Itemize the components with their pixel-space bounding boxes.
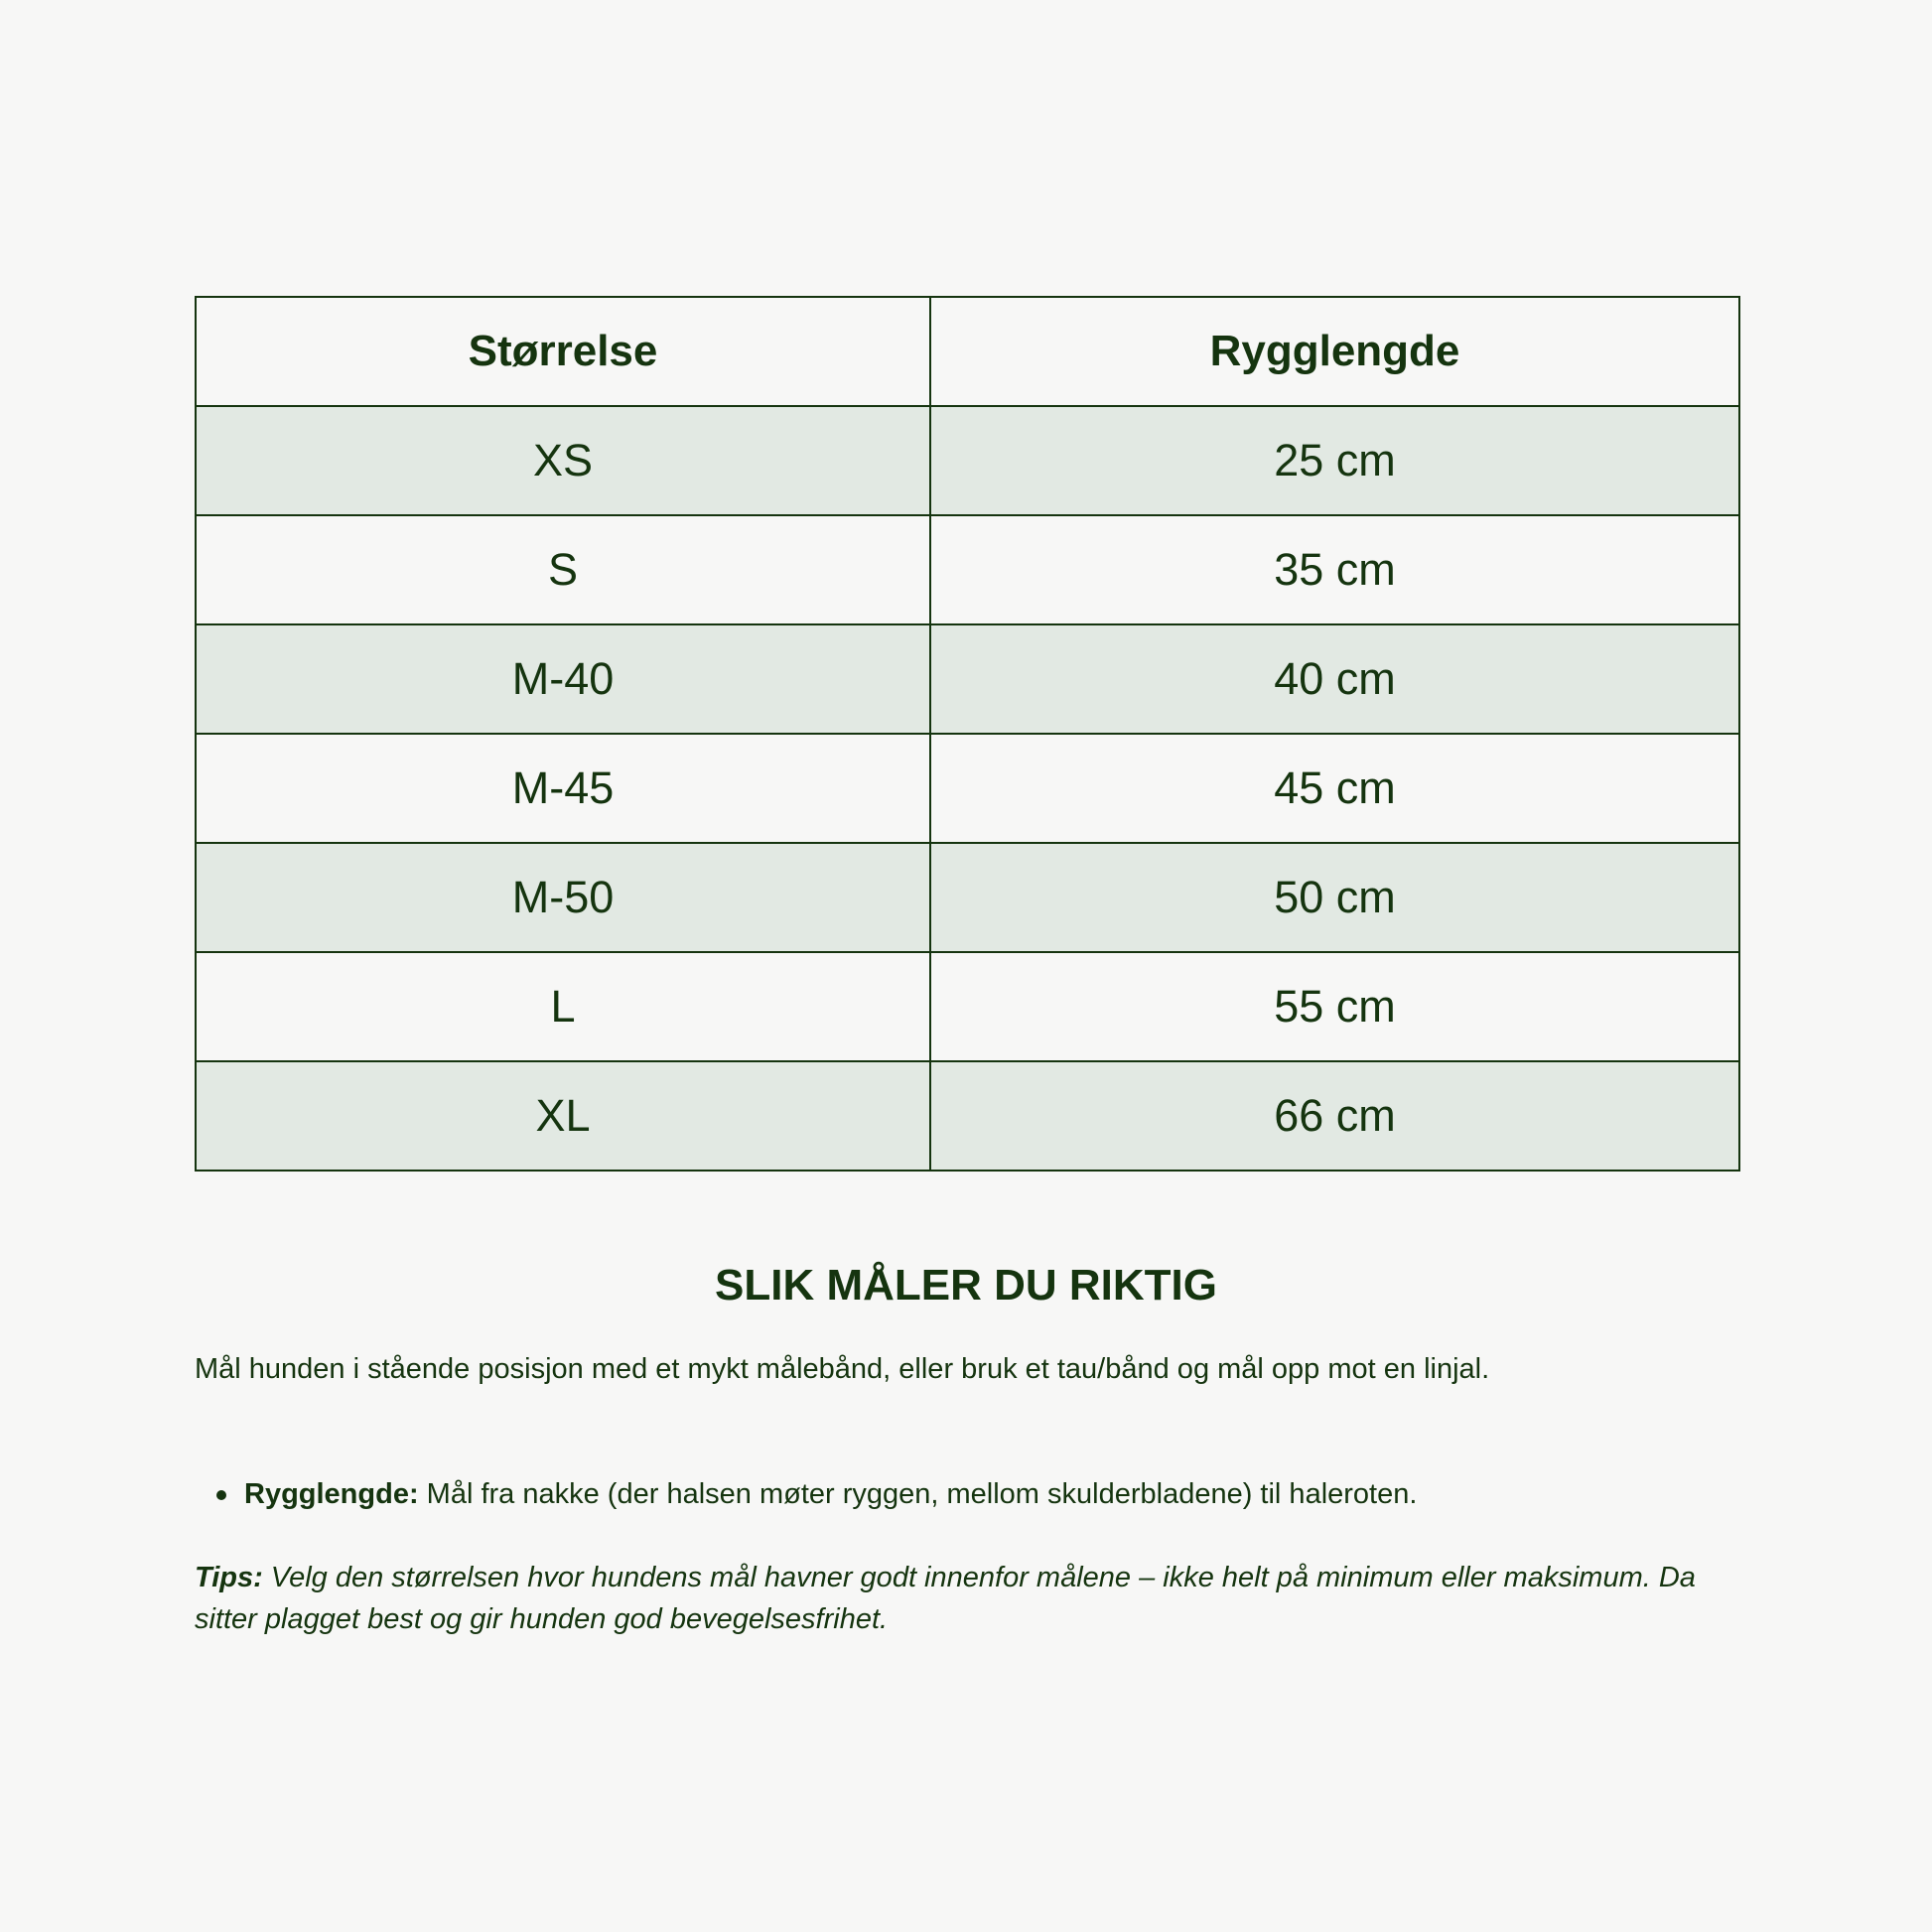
list-item: [195, 1473, 1743, 1515]
tips-label: Tips:: [195, 1562, 263, 1593]
size-cell: M-45: [196, 734, 930, 843]
back-length-cell: 50 cm: [930, 843, 1739, 952]
table-row: [196, 843, 1739, 952]
back-length-cell: 55 cm: [930, 952, 1739, 1061]
table-row: [196, 515, 1739, 624]
intro-paragraph: Mål hunden i stående posisjon med et mykt målebånd, eller bruk et tau/bånd og mål opp mot en linjal.: [195, 1353, 1490, 1385]
size-table: [195, 296, 1740, 1172]
tips-paragraph: [195, 1557, 1743, 1640]
column-header-size: Størrelse: [196, 297, 930, 406]
column-header-back-length: Rygglengde: [930, 297, 1739, 406]
size-cell: L: [196, 952, 930, 1061]
section-title: SLIK MÅLER DU RIKTIG: [715, 1261, 1217, 1310]
bullet-text: Mål fra nakke (der halsen møter ryggen, mellom skulderbladene) til haleroten.: [418, 1478, 1418, 1510]
table-row: [196, 734, 1739, 843]
table-row: [196, 1061, 1739, 1171]
size-cell: XL: [196, 1061, 930, 1171]
size-cell: M-50: [196, 843, 930, 952]
size-cell: XS: [196, 406, 930, 515]
back-length-cell: 45 cm: [930, 734, 1739, 843]
back-length-cell: 35 cm: [930, 515, 1739, 624]
bullet-icon: [216, 1490, 226, 1500]
size-cell: M-40: [196, 624, 930, 734]
table-header-row: [196, 297, 1739, 406]
back-length-cell: 66 cm: [930, 1061, 1739, 1171]
table-row: [196, 952, 1739, 1061]
back-length-cell: 40 cm: [930, 624, 1739, 734]
table-row: [196, 406, 1739, 515]
size-cell: S: [196, 515, 930, 624]
table-row: [196, 624, 1739, 734]
measurement-list: [195, 1473, 1743, 1515]
back-length-cell: 25 cm: [930, 406, 1739, 515]
tips-text: Velg den størrelsen hvor hundens mål havner godt innenfor målene – ikke helt på minimum eller maksimum. Da sitter plagget best og gir hunden god bevegelsesfrihet.: [195, 1562, 1696, 1635]
bullet-label: Rygglengde:: [244, 1478, 419, 1510]
